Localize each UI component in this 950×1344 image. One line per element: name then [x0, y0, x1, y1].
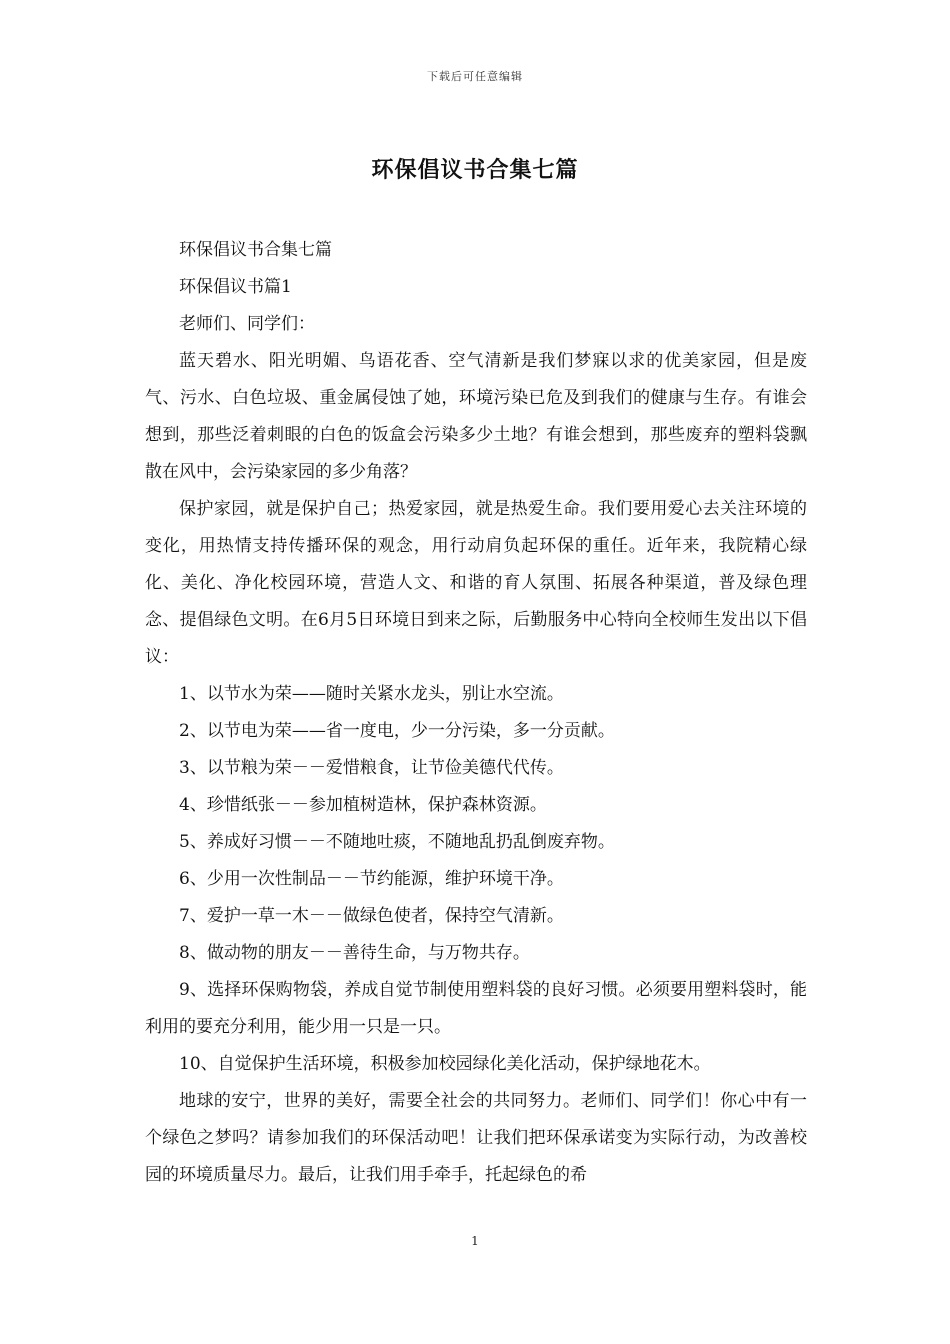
document-body	[145, 232, 807, 1194]
list-item: 8、做动物的朋友－－善待生命，与万物共存。	[179, 943, 530, 963]
list-item: 2、以节电为荣——省一度电，少一分污染，多一分贡献。	[179, 721, 615, 741]
paragraph-subtitle: 环保倡议书合集七篇	[179, 240, 332, 260]
document-title: 环保倡议书合集七篇	[371, 157, 579, 183]
paragraph: 蓝天碧水、阳光明媚、鸟语花香、空气清新是我们梦寐以求的优美家园，但是废气、污水、白色垃圾、重金属侵蚀了她，环境污染已危及到我们的健康与生存。有谁会想到，那些泛着刺眼的白色的饭盒会污染多少土地？有谁会想到，那些废弃的塑料袋飘散在风中，会污染家园的多少角落？	[145, 351, 807, 482]
list-item: 7、爱护一草一木－－做绿色使者，保持空气清新。	[179, 906, 564, 926]
header-note: 下载后可任意编辑	[427, 70, 523, 83]
list-item: 5、养成好习惯－－不随地吐痰，不随地乱扔乱倒废弃物。	[179, 832, 615, 852]
list-item: 3、以节粮为荣－－爱惜粮食，让节俭美德代代传。	[179, 758, 564, 778]
paragraph-section-heading: 环保倡议书篇1	[179, 277, 292, 297]
list-item: 1、以节水为荣——随时关紧水龙头，别让水空流。	[179, 684, 564, 704]
paragraph: 地球的安宁，世界的美好，需要全社会的共同努力。老师们、同学们！你心中有一个绿色之梦吗？请参加我们的环保活动吧！让我们把环保承诺变为实际行动，为改善校园的环境质量尽力。最后，让我们用手牵手，托起绿色的希	[145, 1091, 807, 1185]
paragraph-salutation: 老师们、同学们：	[179, 314, 315, 334]
page-number: 1	[471, 1234, 479, 1248]
paragraph: 保护家园，就是保护自己；热爱家园，就是热爱生命。我们要用爱心去关注环境的变化，用热情支持传播环保的观念，用行动肩负起环保的重任。近年来，我院精心绿化、美化、净化校园环境，营造人文、和谐的育人氛围、拓展各种渠道，普及绿色理念、提倡绿色文明。在6月5日环境日到来之际，后勤服务中心特向全校师生发出以下倡议：	[145, 499, 807, 667]
list-item: 4、珍惜纸张－－参加植树造林，保护森林资源。	[179, 795, 547, 815]
list-item: 10、自觉保护生活环境，积极参加校园绿化美化活动，保护绿地花木。	[179, 1054, 711, 1074]
list-item: 6、少用一次性制品－－节约能源，维护环境干净。	[179, 869, 564, 889]
list-item: 9、选择环保购物袋，养成自觉节制使用塑料袋的良好习惯。必须要用塑料袋时，能利用的要充分利用，能少用一只是一只。	[145, 980, 807, 1037]
